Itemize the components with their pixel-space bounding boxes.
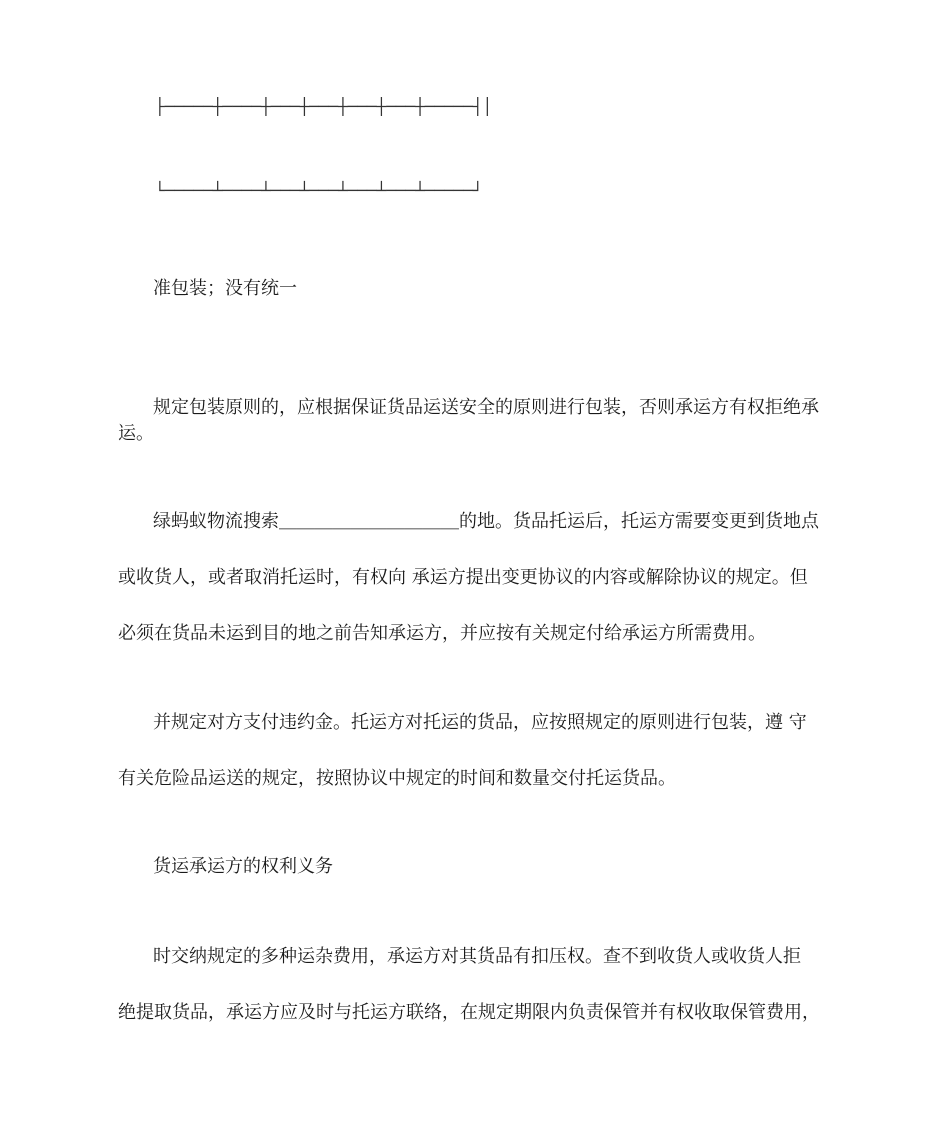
paragraph-line: 时交纳规定的多种运杂费用，承运方对其货品有扣压权。查不到收货人或收货人拒 <box>153 946 801 967</box>
paragraph-line: 有关危险品运送的规定，按照协议中规定的时间和数量交付托运货品。 <box>118 768 676 789</box>
paragraph-line: 必须在货品未运到目的地之前告知承运方，并应按有关规定付给承运方所需费用。 <box>118 623 766 644</box>
paragraph-line: 准包装；没有统一 <box>153 278 297 299</box>
paragraph-line: 或收货人，或者取消托运时，有权向 承运方提出变更协议的内容或解除协议的规定。但 <box>118 567 808 588</box>
table-border-bottom: └─────┴────┴───┴───┴───┴───┴─────┘ <box>155 181 483 200</box>
paragraph-line: 运。 <box>118 423 154 444</box>
section-heading: 货运承运方的权利义务 <box>153 856 333 877</box>
paragraph-line: 并规定对方支付违约金。托运方对托运的货品，应按照规定的原则进行包装，遵 守 <box>153 712 807 733</box>
paragraph-line: 绝提取货品，承运方应及时与托运方联络，在规定期限内负责保管并有权收取保管费用， <box>118 1002 820 1023</box>
paragraph-line: 绿蚂蚁物流搜索＿＿＿＿＿＿＿＿＿＿的地。货品托运后，托运方需要变更到货地点 <box>153 511 819 532</box>
paragraph-line: 规定包装原则的，应根据保证货品运送安全的原则进行包装，否则承运方有权拒绝承 <box>153 397 819 418</box>
table-border-top: ├─────┼────┼───┼───┼───┼───┼─────┤│ <box>155 97 493 116</box>
